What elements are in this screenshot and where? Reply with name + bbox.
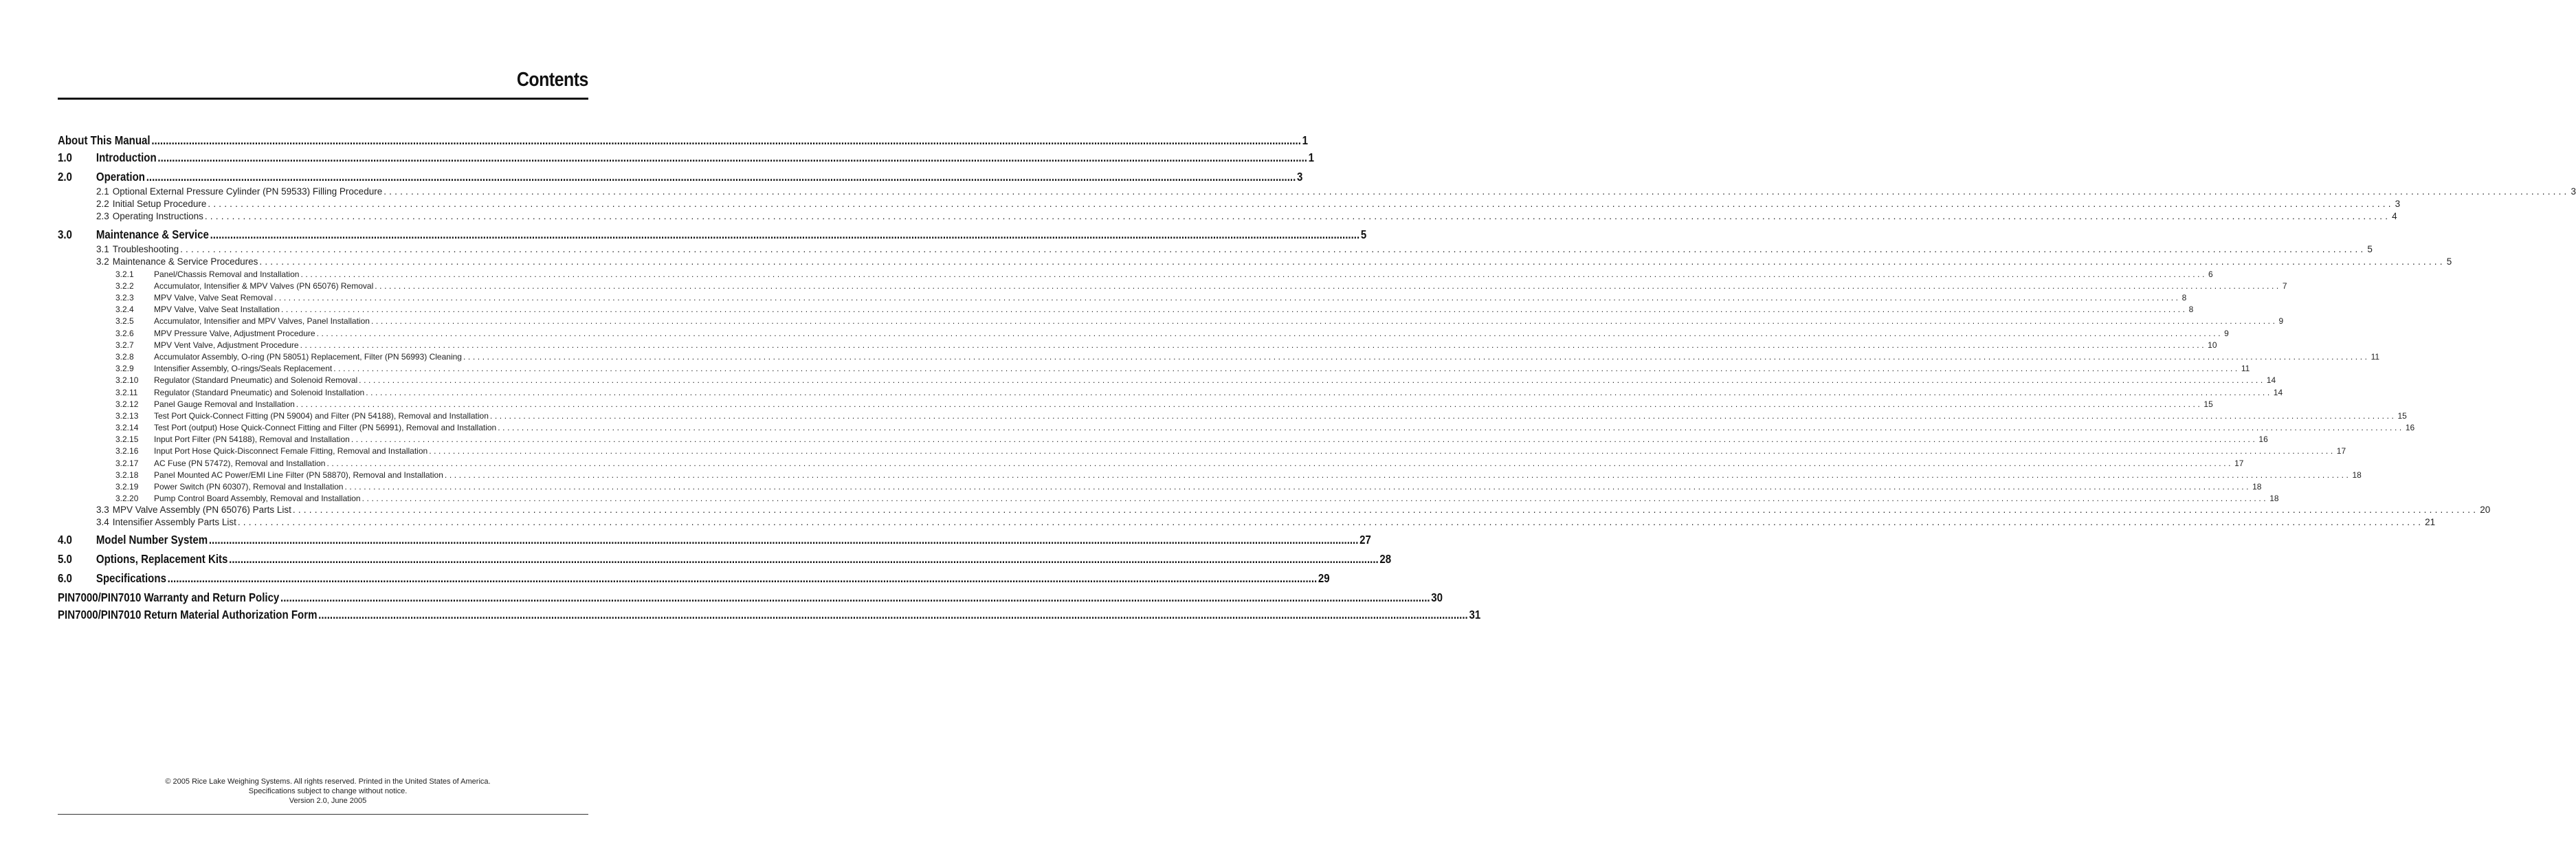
toc-entry-page: 16	[2405, 423, 2415, 432]
toc-entry-page: 20	[2480, 505, 2491, 515]
toc-entry-page: 9	[2278, 316, 2284, 326]
dot-leader: ................................................................................................................................................................................................................................................................................................................................................................................................................	[375, 281, 2281, 291]
toc-entry[interactable]	[58, 399, 2213, 410]
toc-entry[interactable]	[58, 256, 2452, 268]
toc-entry-page: 8	[2181, 293, 2187, 302]
dot-leader: ................................................................................................................................................................................................................................................................................................................................................................................................................	[316, 329, 2223, 338]
toc-entry[interactable]	[58, 445, 2346, 457]
dot-leader: ................................................................................................................................................................................................................................................................................................................................................................................................................	[384, 186, 2570, 197]
toc-entry-number: 3.2.7	[115, 340, 134, 350]
dot-leader: ................................................................................................................................................................................................................................................................................................................................................................................................................	[151, 133, 1301, 147]
toc-entry-number: 3.2.17	[115, 459, 139, 468]
dot-leader: ................................................................................................................................................................................................................................................................................................................................................................................................................	[259, 256, 2445, 267]
toc-entry-page: 31	[1469, 608, 1481, 621]
toc-entry-number: 3.3	[96, 505, 109, 515]
toc-entry-number: 3.2	[96, 256, 109, 267]
toc-entry-number: 3.2.8	[115, 352, 134, 362]
toc-entry-number: 3.2.3	[115, 293, 134, 302]
toc-entry[interactable]	[58, 571, 1330, 586]
toc-entry-title: Troubleshooting	[112, 244, 179, 254]
toc-entry-page: 1	[1302, 133, 1308, 147]
toc-entry[interactable]	[58, 340, 2217, 351]
dot-leader: ................................................................................................................................................................................................................................................................................................................................................................................................................	[300, 340, 2207, 350]
toc-entry-page: 10	[2208, 340, 2217, 350]
dot-leader: ................................................................................................................................................................................................................................................................................................................................................................................................................	[351, 434, 2258, 444]
toc-entry[interactable]	[58, 186, 2576, 198]
dot-leader: ................................................................................................................................................................................................................................................................................................................................................................................................................	[167, 571, 1318, 585]
toc-entry-page: 5	[2446, 256, 2452, 267]
toc-entry-page: 16	[2258, 434, 2268, 444]
toc-entry-number: 3.2.12	[115, 399, 139, 409]
toc-entry-title: Options, Replacement Kits	[96, 552, 228, 566]
toc-entry[interactable]	[58, 607, 1481, 622]
dot-leader: ................................................................................................................................................................................................................................................................................................................................................................................................................	[180, 244, 2366, 254]
toc-entry-title: Panel Mounted AC Power/EMI Line Filter (PN 58870), Removal and Installation	[154, 470, 443, 480]
toc-entry-page: 11	[2370, 352, 2380, 362]
toc-entry[interactable]	[58, 504, 2491, 516]
toc-entry[interactable]	[58, 375, 2276, 386]
dot-leader: ................................................................................................................................................................................................................................................................................................................................................................................................................	[498, 423, 2404, 432]
dot-leader: ................................................................................................................................................................................................................................................................................................................................................................................................................	[429, 446, 2335, 456]
toc-entry[interactable]	[58, 493, 2279, 505]
toc-entry[interactable]	[58, 198, 2401, 210]
toc-entry-number: 5.0	[58, 552, 72, 566]
toc-entry-number: 3.2.2	[115, 281, 134, 291]
toc-entry-number: 3.0	[58, 228, 72, 241]
toc-entry-number: 2.0	[58, 170, 72, 184]
toc-entry-title: MPV Valve, Valve Seat Installation	[154, 305, 280, 314]
dot-leader: ................................................................................................................................................................................................................................................................................................................................................................................................................	[300, 269, 2208, 279]
toc-entry[interactable]	[58, 410, 2407, 422]
dot-leader: ................................................................................................................................................................................................................................................................................................................................................................................................................	[208, 533, 1359, 547]
toc-entry-title: MPV Valve Assembly (PN 65076) Parts List	[112, 505, 291, 515]
toc-entry-title: Accumulator, Intensifier & MPV Valves (PN 65076) Removal	[154, 281, 374, 291]
toc-entry[interactable]	[58, 363, 2250, 375]
dot-leader: ................................................................................................................................................................................................................................................................................................................................................................................................................	[292, 505, 2479, 515]
dot-leader: ................................................................................................................................................................................................................................................................................................................................................................................................................	[210, 228, 1360, 241]
dot-leader: ................................................................................................................................................................................................................................................................................................................................................................................................................	[370, 316, 2278, 326]
toc-entry-title: Panel/Chassis Removal and Installation	[154, 269, 300, 279]
toc-entry-title: AC Fuse (PN 57472), Removal and Installation	[154, 459, 326, 468]
toc-entry-title: Operating Instructions	[112, 211, 203, 221]
footer	[0, 777, 656, 806]
toc-entry-page: 11	[2241, 364, 2250, 373]
dot-leader: ................................................................................................................................................................................................................................................................................................................................................................................................................	[204, 211, 2391, 221]
toc-entry-title: Specifications	[96, 571, 166, 585]
toc-entry-page: 15	[2203, 399, 2213, 409]
dot-leader: ................................................................................................................................................................................................................................................................................................................................................................................................................	[237, 517, 2424, 527]
page-title: Contents	[517, 69, 588, 91]
toc-entry-number: 2.1	[96, 186, 109, 197]
version-line: Version 2.0, June 2005	[289, 797, 367, 805]
toc-entry-title: PIN7000/PIN7010 Return Material Authorization Form	[58, 608, 318, 621]
toc-entry-page: 5	[2367, 244, 2373, 254]
toc-entry-title: Intensifier Assembly, O-rings/Seals Replacement	[154, 364, 333, 373]
toc-entry[interactable]	[58, 292, 2187, 304]
toc-entry-number: 3.2.19	[115, 482, 139, 492]
toc-entry-number: 6.0	[58, 571, 72, 585]
toc-entry-page: 21	[2425, 517, 2436, 527]
toc-entry-title: MPV Valve, Valve Seat Removal	[154, 293, 273, 302]
dot-leader: ................................................................................................................................................................................................................................................................................................................................................................................................................	[489, 411, 2397, 421]
toc-entry-title: Accumulator Assembly, O-ring (PN 58051) Replacement, Filter (PN 56993) Cleaning	[154, 352, 462, 362]
toc-entry-number: 3.2.6	[115, 329, 134, 338]
dot-leader: ................................................................................................................................................................................................................................................................................................................................................................................................................	[208, 199, 2394, 209]
toc-entry-page: 18	[2352, 470, 2362, 480]
dot-leader: ................................................................................................................................................................................................................................................................................................................................................................................................................	[318, 608, 1468, 621]
toc-entry[interactable]	[58, 481, 2262, 493]
dot-leader: ................................................................................................................................................................................................................................................................................................................................................................................................................	[326, 459, 2234, 468]
toc-entry-number: 2.3	[96, 211, 109, 221]
toc-entry-number: 3.2.11	[115, 388, 138, 397]
toc-entry-page: 9	[2224, 329, 2229, 338]
toc-entry-title: Pump Control Board Assembly, Removal and Installation	[154, 494, 361, 503]
toc-entry-page: 6	[2208, 269, 2213, 279]
toc-entry[interactable]	[58, 269, 2213, 280]
toc-entry-page: 30	[1431, 591, 1443, 604]
dot-leader: ................................................................................................................................................................................................................................................................................................................................................................................................................	[280, 591, 1430, 604]
dot-leader: ................................................................................................................................................................................................................................................................................................................................................................................................................	[229, 552, 1379, 566]
toc-entry[interactable]	[58, 351, 2380, 363]
toc-entry-title: Input Port Filter (PN 54188), Removal and Installation	[154, 434, 350, 444]
toc-entry-title: Accumulator, Intensifier and MPV Valves, Panel Installation	[154, 316, 370, 326]
toc-entry[interactable]	[58, 133, 1308, 148]
toc-entry-title: Test Port (output) Hose Quick-Connect Fitting and Filter (PN 56991), Removal and Installation	[154, 423, 497, 432]
toc-entry-page: 14	[2273, 388, 2283, 397]
dot-leader: ................................................................................................................................................................................................................................................................................................................................................................................................................	[444, 470, 2351, 480]
toc-entry-page: 5	[1360, 228, 1367, 241]
toc-entry-number: 3.2.15	[115, 434, 139, 444]
dot-leader: ................................................................................................................................................................................................................................................................................................................................................................................................................	[362, 494, 2269, 503]
toc-entry-page: 4	[2392, 211, 2397, 221]
toc-entry-title: Panel Gauge Removal and Installation	[154, 399, 295, 409]
toc-entry-title: Input Port Hose Quick-Disconnect Female Fitting, Removal and Installation	[154, 446, 428, 456]
toc-entry-page: 18	[2269, 494, 2279, 503]
toc-entry[interactable]	[58, 387, 2283, 399]
dot-leader: ................................................................................................................................................................................................................................................................................................................................................................................................................	[280, 305, 2188, 314]
dot-leader: ................................................................................................................................................................................................................................................................................................................................................................................................................	[359, 375, 2265, 385]
toc-entry-page: 29	[1318, 571, 1330, 585]
toc-entry-number: 3.2.9	[115, 364, 134, 373]
toc-entry-title: Introduction	[96, 151, 157, 164]
toc-entry-title: Model Number System	[96, 533, 208, 547]
toc-entry-page: 3	[2571, 186, 2576, 197]
toc-entry-page: 28	[1379, 552, 1392, 566]
toc-entry[interactable]	[58, 458, 2244, 470]
toc-entry[interactable]	[58, 328, 2229, 340]
toc-entry-number: 3.2.1	[115, 269, 134, 279]
toc-entry[interactable]	[58, 304, 2194, 316]
dot-leader: ................................................................................................................................................................................................................................................................................................................................................................................................................	[274, 293, 2181, 302]
toc-entry-number: 1.0	[58, 151, 72, 164]
dot-leader: ................................................................................................................................................................................................................................................................................................................................................................................................................	[366, 388, 2272, 397]
notice-line: Specifications subject to change without notice.	[248, 787, 408, 795]
toc-entry[interactable]	[58, 150, 1315, 165]
toc-entry-number: 3.2.4	[115, 305, 134, 314]
toc-entry-number: 3.2.5	[115, 316, 134, 326]
toc-entry-title: Intensifier Assembly Parts List	[112, 517, 236, 527]
toc-entry-number: 3.2.13	[115, 411, 139, 421]
dot-leader: ................................................................................................................................................................................................................................................................................................................................................................................................................	[463, 352, 2370, 362]
toc-entry-title: PIN7000/PIN7010 Warranty and Return Policy	[58, 591, 280, 604]
toc-entry-title: Optional External Pressure Cylinder (PN 59533) Filling Procedure	[112, 186, 383, 197]
toc-entry[interactable]	[58, 590, 1443, 605]
toc-entry[interactable]	[58, 470, 2362, 481]
toc-entry-page: 17	[2234, 459, 2244, 468]
toc-entry[interactable]	[58, 280, 2287, 292]
toc-entry-page: 17	[2336, 446, 2346, 456]
dot-leader: ................................................................................................................................................................................................................................................................................................................................................................................................................	[146, 170, 1296, 184]
toc-entry-page: 3	[2395, 199, 2401, 209]
copyright-line: © 2005 Rice Lake Weighing Systems. All rights reserved. Printed in the United States of America.	[165, 778, 491, 786]
toc-entry-page: 15	[2397, 411, 2407, 421]
title-divider	[58, 98, 588, 100]
toc-entry-title: Regulator (Standard Pneumatic) and Solenoid Installation	[154, 388, 365, 397]
toc-entry-page: 1	[1308, 151, 1315, 164]
toc-entry-page: 3	[1296, 170, 1303, 184]
toc-entry-page: 7	[2282, 281, 2287, 291]
toc-entry-number: 3.2.20	[115, 494, 139, 503]
dot-leader: ................................................................................................................................................................................................................................................................................................................................................................................................................	[296, 399, 2203, 409]
toc-entry-number: 3.4	[96, 517, 109, 527]
toc-entry-number: 4.0	[58, 533, 72, 547]
toc-entry-title: Power Switch (PN 60307), Removal and Installation	[154, 482, 344, 492]
toc-entry-title: MPV Vent Valve, Adjustment Procedure	[154, 340, 299, 350]
toc-entry-number: 3.2.10	[115, 375, 139, 385]
toc-entry-title: Maintenance & Service Procedures	[112, 256, 258, 267]
dot-leader: ................................................................................................................................................................................................................................................................................................................................................................................................................	[344, 482, 2252, 492]
toc-entry-title: MPV Pressure Valve, Adjustment Procedure	[154, 329, 315, 338]
toc-entry[interactable]	[58, 169, 1303, 184]
toc-entry-number: 3.2.18	[115, 470, 139, 480]
toc-entry-number: 3.2.14	[115, 423, 139, 432]
toc-entry-title: Initial Setup Procedure	[112, 199, 207, 209]
toc-entry-page: 14	[2266, 375, 2276, 385]
toc-entry-page: 8	[2188, 305, 2194, 314]
toc-entry-number: 3.1	[96, 244, 109, 254]
toc-entry-number: 3.2.16	[115, 446, 139, 456]
toc-entry-title: About This Manual	[58, 133, 151, 147]
toc-entry[interactable]	[58, 243, 2373, 256]
toc-entry-title: Test Port Quick-Connect Fitting (PN 59004) and Filter (PN 54188), Removal and Installation	[154, 411, 489, 421]
toc-entry[interactable]	[58, 551, 1392, 566]
toc-entry-number: 2.2	[96, 199, 109, 209]
toc-entry[interactable]	[58, 316, 2284, 327]
toc-entry-title: Maintenance & Service	[96, 228, 209, 241]
toc-entry[interactable]	[58, 227, 1367, 242]
toc-entry-title: Regulator (Standard Pneumatic) and Solenoid Removal	[154, 375, 358, 385]
toc-entry[interactable]	[58, 516, 2436, 529]
dot-leader: ................................................................................................................................................................................................................................................................................................................................................................................................................	[157, 151, 1307, 164]
footer-divider	[58, 814, 588, 815]
toc-entry[interactable]	[58, 532, 1371, 547]
toc-entry[interactable]	[58, 210, 2397, 223]
dot-leader: ................................................................................................................................................................................................................................................................................................................................................................................................................	[333, 364, 2240, 373]
toc-entry[interactable]	[58, 422, 2415, 434]
toc-entry[interactable]	[58, 434, 2268, 445]
toc-entry-page: 27	[1359, 533, 1371, 547]
toc-entry-page: 18	[2252, 482, 2262, 492]
toc-entry-title: Operation	[96, 170, 145, 184]
